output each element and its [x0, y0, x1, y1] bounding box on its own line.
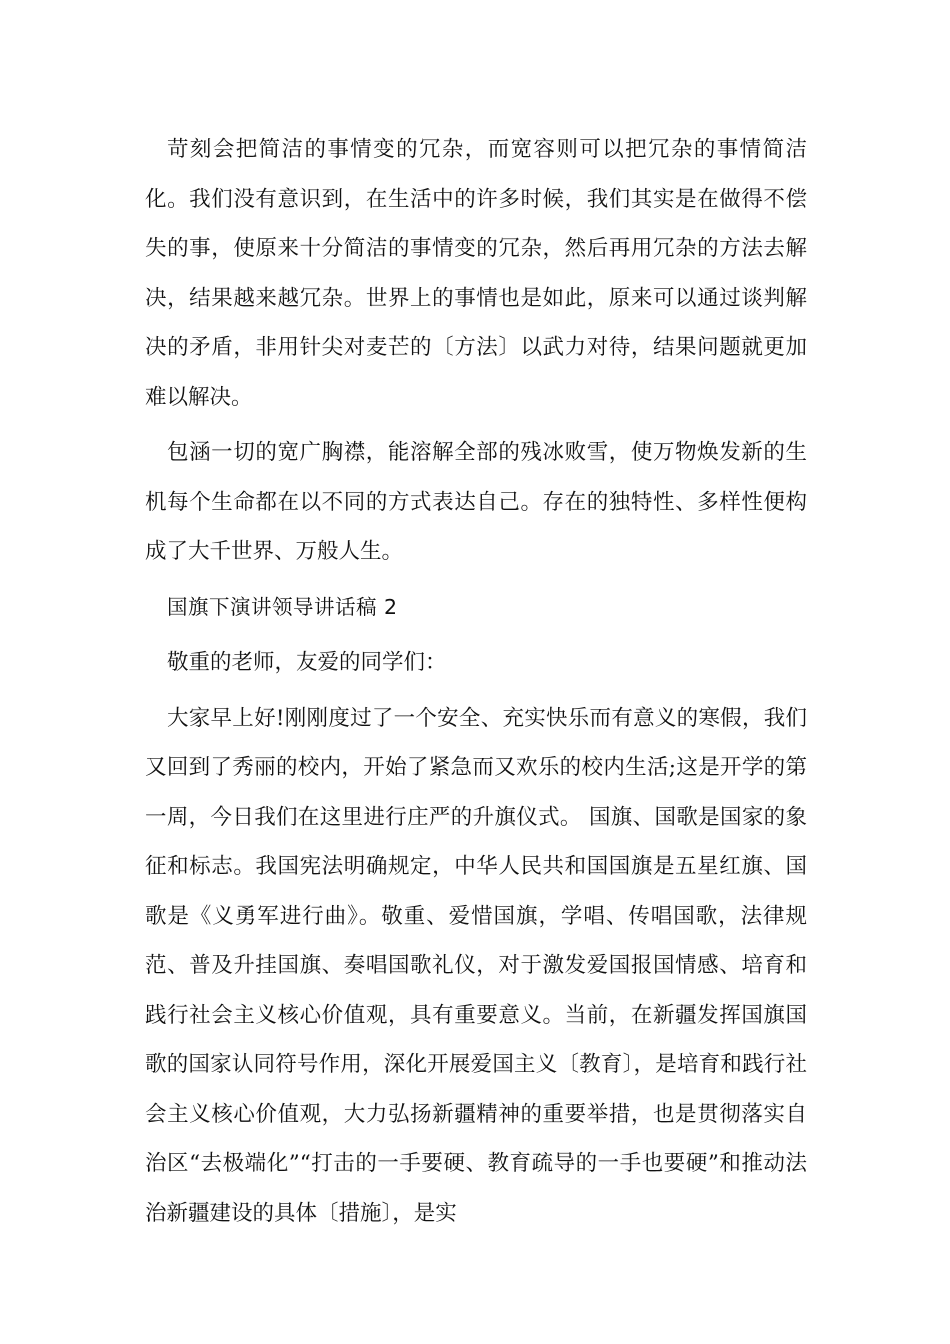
section-heading: 国旗下演讲领导讲话稿 2: [167, 594, 398, 619]
paragraph-broad-mind: 包涵一切的宽广胸襟，能溶解全部的残冰败雪，使万物焕发新的生机每个生命都在以不同的方式表达自己。存在的独特性、多样性便构成了大千世界、万般人生。: [145, 440, 807, 564]
speech-greeting: 敬重的老师，友爱的同学们：: [167, 650, 447, 675]
speech-body: 大家早上好!刚刚度过了一个安全、充实快乐而有意义的寒假，我们又回到了秀丽的校内，开始了紧急而又欢乐的校内生活;这是开学的第一周，今日我们在这里进行庄严的升旗仪式。 国旗、国歌是国家的象征和标志。我国宪法明确规定，中华人民共和国国旗是五星红旗、国歌是《义勇军进行曲》。敬重、爱惜国旗，学唱、传唱国歌，法律规范、普及升挂国旗、奏唱国歌礼仪，对于激发爱国报国情感、培育和践行社会主义核心价值观，具有重要意义。当前，在新疆发挥国旗国歌的国家认同符号作用，深化开展爱国主义〔教育〕，是培育和践行社会主义核心价值观，大力弘扬新疆精神的重要举措，也是贯彻落实自治区“去极端化”“打击的一手要硬、教育疏导的一手也要硬”和推动法治新疆建设的具体〔措施〕，是实: [145, 705, 807, 1226]
document-page: [145, 125, 807, 1244]
paragraph-tolerance: 苛刻会把简洁的事情变的冗杂，而宽容则可以把冗杂的事情简洁化。我们没有意识到，在生活中的许多时候，我们其实是在做得不偿失的事，使原来十分简洁的事情变的冗杂，然后再用冗杂的方法去解决，结果越来越冗杂。世界上的事情也是如此，原来可以通过谈判解决的矛盾，非用针尖对麦芒的〔方法〕以武力对待，结果问题就更加难以解决。: [145, 137, 807, 410]
